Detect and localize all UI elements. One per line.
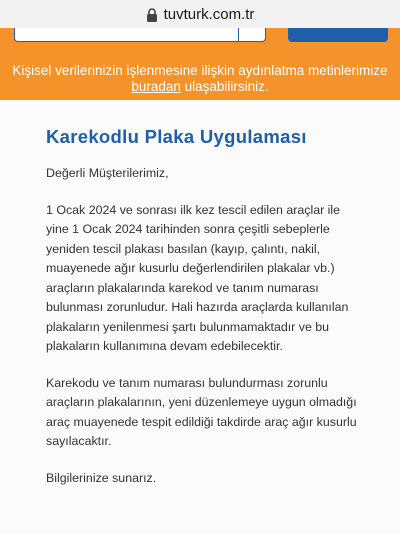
page-title: Karekodlu Plaka Uygulaması — [46, 126, 307, 147]
greeting-paragraph: Değerli Müşterilerimiz, — [46, 166, 169, 180]
search-button[interactable] — [288, 28, 388, 42]
closing-paragraph: Bilgilerinize sunarız. — [46, 470, 157, 485]
body-paragraph: 1 Ocak 2024 ve sonrası ilk kez tescil edilen araçlar ile yine 1 Ocak 2024 tarihinden sonra çeşitli sebeplerle yeniden tescil plakası basılan (kayıp, çalıntı, nakil, muayenede ağır kusurlu değerlendirilen plakalar vb.) araçların plakalarında karekod ve tanım numarası bulunması zorunludur. Hali hazırda araçlarda kullanılan plakaların yenilenmesi şartı bulunmamaktadır ve bu plakaların kullanımına devam edebilecektir. — [46, 202, 349, 353]
privacy-text-after: ulaşabilirsiniz. — [180, 79, 269, 94]
header-banner — [0, 28, 400, 100]
search-input-divider — [238, 28, 239, 41]
browser-address-bar[interactable] — [0, 0, 400, 28]
body-paragraph: Karekodu ve tanım numarası bulundurması zorunlu araçların plakalarının, yeni düzenlemeye uygun olmadığı araç muayenede tespit edildiği takdirde araç ağır kusurlu sayılacaktır. — [46, 375, 357, 448]
article — [46, 126, 366, 505]
privacy-notice — [10, 63, 390, 95]
privacy-text-before: Kişisel verilerinizin işlenmesine ilişkin aydınlatma metinlerimize — [12, 63, 388, 78]
lock-icon — [146, 8, 158, 22]
privacy-link[interactable]: buradan — [131, 79, 181, 94]
url-text: tuvturk.com.tr — [163, 5, 255, 23]
search-input[interactable] — [14, 28, 266, 42]
